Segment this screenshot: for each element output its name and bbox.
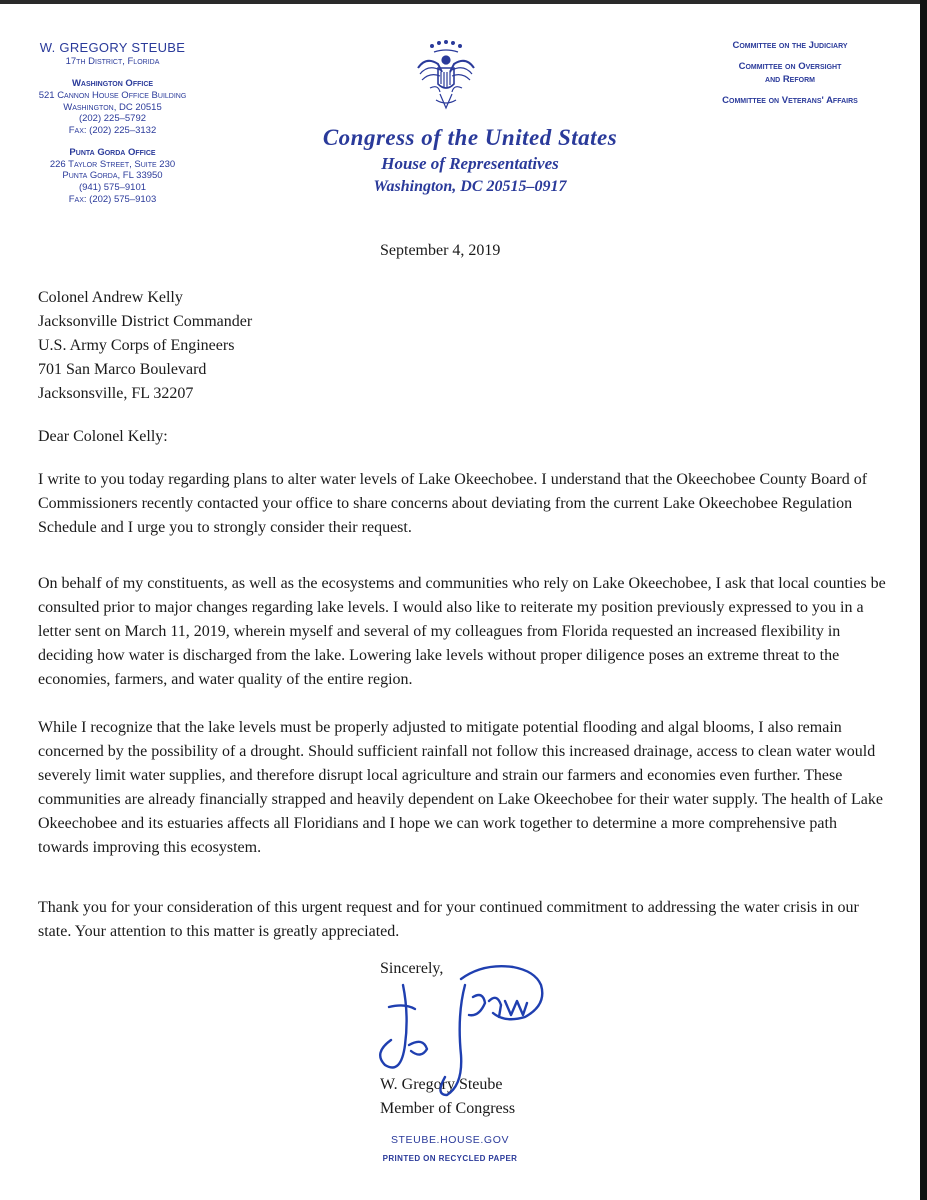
district: 17th District, Florida xyxy=(65,55,160,67)
signer-name: W. Gregory Steube xyxy=(380,1076,503,1093)
scan-edge-right xyxy=(920,0,927,1200)
salutation: Dear Colonel Kelly: xyxy=(38,428,168,445)
recipient-line: Jacksonsville, FL 32207 xyxy=(38,385,194,402)
city-line: Washington, DC 20515–0917 xyxy=(373,177,567,195)
committee-item: Committee on the Judiciary xyxy=(732,40,848,51)
punta-gorda-office-address1: 226 Taylor Street, Suite 230 xyxy=(49,158,176,170)
footer-website: STEUBE.HOUSE.GOV xyxy=(390,1134,510,1146)
washington-office-address2: Washington, DC 20515 xyxy=(63,101,162,113)
recipient-line: Jacksonville District Commander xyxy=(38,313,253,330)
body-paragraph: Thank you for your consideration of this urgent request and for your continued commitment to addressing the water crisis in our state. Your attention to this matter is greatly appreciated. xyxy=(38,899,859,940)
punta-gorda-office-address2: Punta Gorda, FL 33950 xyxy=(62,170,163,182)
washington-office-phone: (202) 225–5792 xyxy=(78,113,147,125)
recipient-line: Colonel Andrew Kelly xyxy=(38,289,183,306)
signer-title: Member of Congress xyxy=(380,1100,516,1117)
member-office-info xyxy=(20,40,205,205)
body-paragraph: While I recognize that the lake levels must be properly adjusted to mitigate potential flooding and algal blooms, I also remain concerned by the possibility of a drought. Should sufficient rainfall not follow this increased drainage, access to clean water would severely limit water supplies, and therefore disrupt local agriculture and strain our farmers and economies even further. These communities are already financially strapped and heavily dependent on Lake Okeechobee for their water supply. The health of Lake Okeechobee and its estuaries affects all Floridians and I hope we can work together to determine a more comprehensive path towards improving this ecosystem. xyxy=(38,719,883,856)
washington-office-fax: Fax: (202) 225–3132 xyxy=(68,124,157,136)
footer-recycled-note: PRINTED ON RECYCLED PAPER xyxy=(382,1154,518,1163)
member-name: W. GREGORY STEUBE xyxy=(39,40,186,55)
committee-item: Committee on Oversight xyxy=(738,61,842,73)
recipient-address xyxy=(38,286,252,406)
washington-office-title: Washington Office xyxy=(71,78,154,90)
body-paragraph: On behalf of my constituents, as well as the ecosystems and communities who rely on Lake Okeechobee, I ask that local counties be consulted prior to major changes regarding lake levels. I would also like to reiterate my position previously expressed to you in a letter sent on March 11, 2019, wherein myself and several of my colleagues from Florida requested an increased flexibility in deciding how water is discharged from the lake. Lowering lake levels without proper diligence poses an extreme threat to the economies, farmers, and water quality of the entire region. xyxy=(38,575,886,688)
recipient-line: 701 San Marco Boulevard xyxy=(38,361,207,378)
washington-office-address1: 521 Cannon House Office Building xyxy=(38,90,187,102)
congress-letterhead-title xyxy=(250,122,690,198)
committee-item: Committee on Veterans' Affairs xyxy=(722,95,858,107)
house-title: House of Representatives xyxy=(381,154,559,174)
recipient-line: U.S. Army Corps of Engineers xyxy=(38,337,235,354)
scan-edge-top xyxy=(0,0,927,4)
punta-gorda-office-title: Punta Gorda Office xyxy=(69,147,156,159)
congress-title: Congress of the United States xyxy=(322,125,618,150)
committee-list xyxy=(700,40,880,107)
punta-gorda-office-fax: Fax: (202) 575–9103 xyxy=(68,193,157,205)
punta-gorda-office-phone: (941) 575–9101 xyxy=(78,182,147,194)
great-seal-eagle-icon xyxy=(412,38,480,114)
handwritten-signature xyxy=(365,945,565,1105)
letter-date: September 4, 2019 xyxy=(380,242,501,259)
body-paragraph: I write to you today regarding plans to alter water levels of Lake Okeechobee. I understand that the Okeechobee County Board of Commissioners recently contacted your office to share concerns about deviating from the current Lake Okeechobee Regulation Schedule and I urge you to strongly consider their request. xyxy=(38,471,868,536)
committee-item: and Reform xyxy=(765,73,815,85)
closing: Sincerely, xyxy=(380,960,444,977)
